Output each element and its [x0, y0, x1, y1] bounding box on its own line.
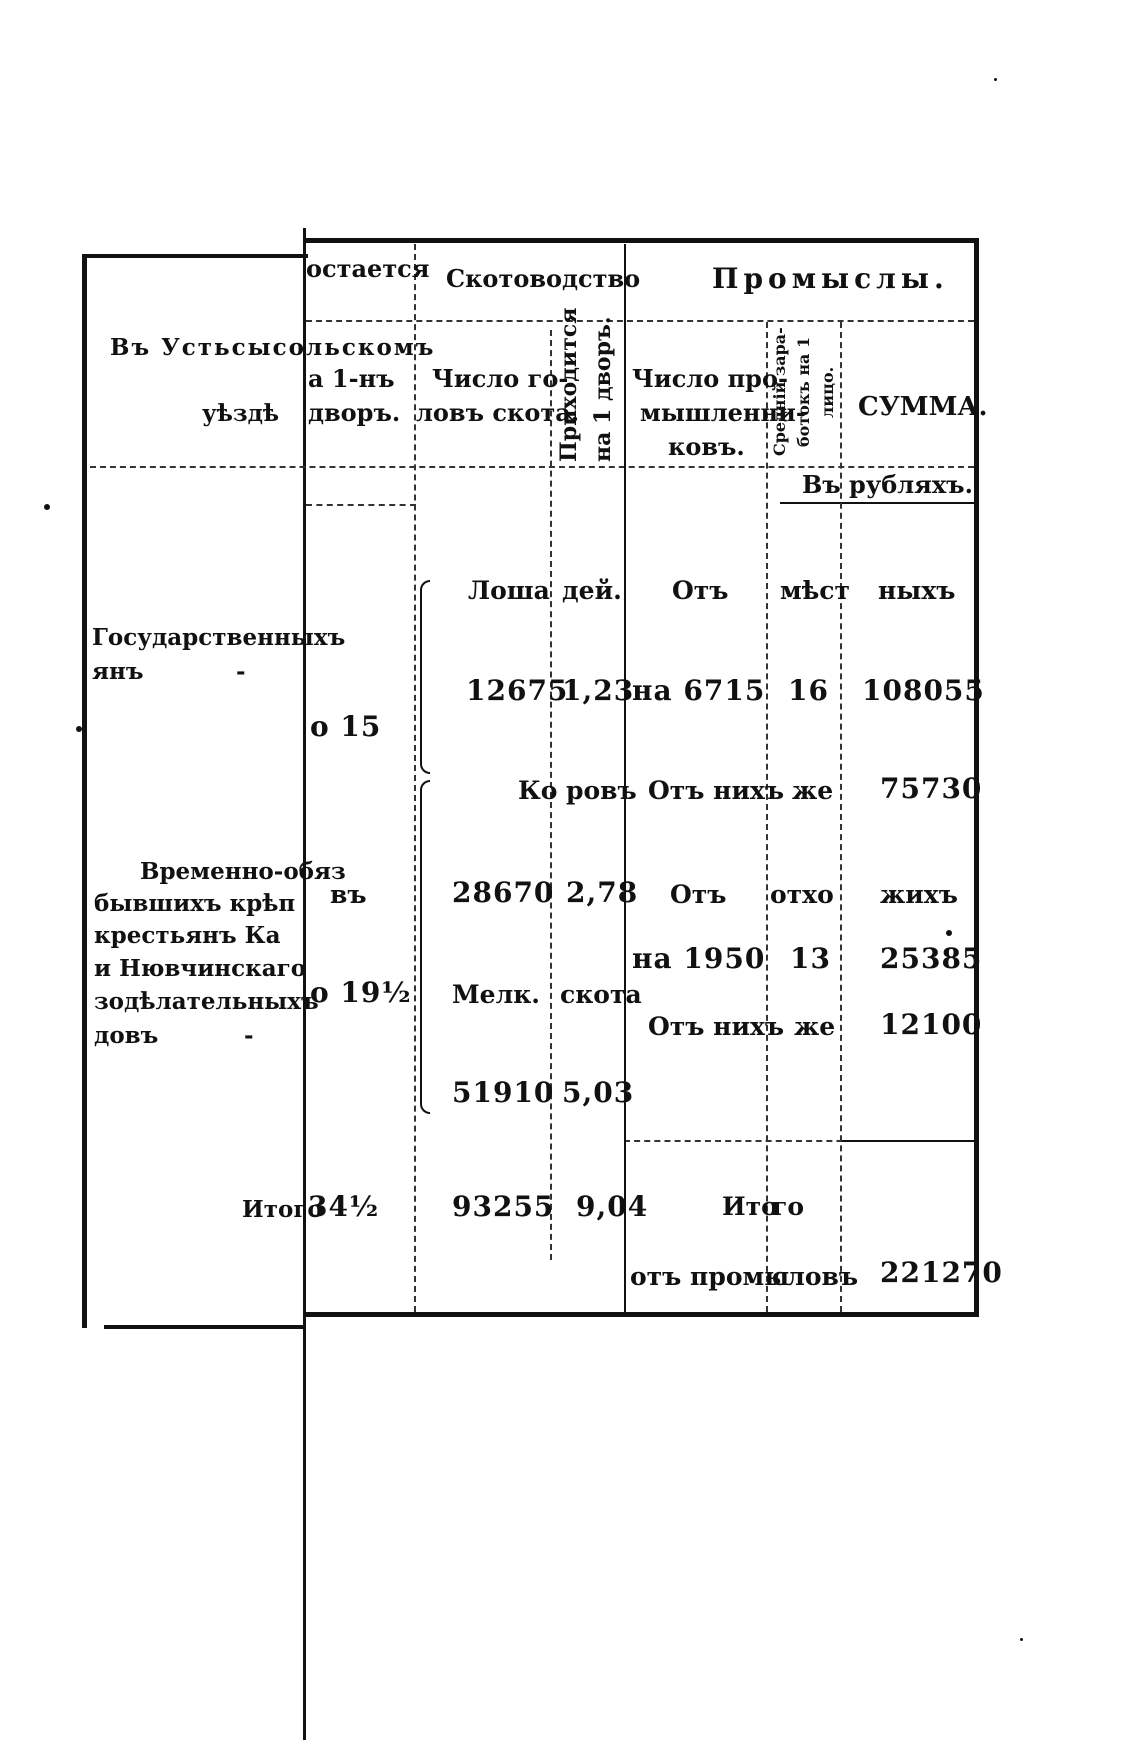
total-itogo-a: Ито [722, 1192, 778, 1221]
r3-sum: 75730 [880, 772, 983, 805]
top-border-right [306, 238, 978, 243]
r5-sum: 25385 [880, 942, 983, 975]
head-count-header-1: Число го- [432, 364, 569, 393]
ostaetsya-header: остается [306, 254, 430, 283]
total-per-yard: 9,04 [576, 1190, 649, 1223]
r5-tradesmen: на 1950 [632, 942, 766, 975]
left-border [82, 254, 87, 1328]
rubles-rule [780, 502, 974, 504]
header-rule-1 [306, 320, 974, 322]
fold-line [303, 228, 306, 1740]
r7-sum: 12100 [880, 1008, 983, 1041]
total-from-b: словъ [772, 1262, 859, 1291]
ink-mark [994, 78, 997, 81]
r6-animal-b: скота [560, 980, 642, 1009]
top-border-left [82, 254, 308, 258]
r8-head: 51910 [452, 1076, 555, 1109]
head-count-header-2: ловъ скота. [416, 398, 580, 427]
ink-mark [1020, 1638, 1023, 1641]
per-yard-vertical-header-1: Приходится [556, 307, 582, 462]
temp-dash: - [244, 1022, 254, 1049]
bottom-border-left [104, 1325, 306, 1329]
district-label-2: уѣздѣ [202, 400, 280, 427]
r2-remain: о 15 [310, 710, 382, 743]
temp-label-6: довъ [94, 1022, 159, 1049]
r4-trade-c: жихъ [880, 880, 958, 909]
sum-total-rule [842, 1140, 974, 1142]
temp-label-1: Временно-обяз [140, 858, 346, 885]
sum-header: СУММА. [858, 392, 988, 422]
r5-avg: 13 [790, 942, 831, 975]
rubles-header: Въ рубляхъ. [802, 470, 973, 499]
temp-label-4: и Нювчинскаго [94, 955, 307, 982]
r6-animal-a: Мелк. [452, 980, 540, 1009]
r3-trade-a: Отъ нихъ [648, 776, 785, 805]
r4-head: 28670 [452, 876, 555, 909]
temp-label-5: зодѣлательныхъ [94, 988, 319, 1015]
trades-header: Промыслы. [712, 262, 949, 295]
total-from-a: отъ промы [630, 1262, 790, 1291]
total-head: 93255 [452, 1190, 555, 1223]
r1-animal-a: Лоша [468, 576, 550, 605]
r4-per-yard: 2,78 [566, 876, 639, 909]
state-label-2: янъ [92, 658, 144, 685]
body-rule-1 [306, 504, 416, 506]
r1-animal-b: дей. [562, 576, 622, 605]
tradesmen-header-3: ковъ. [668, 432, 745, 461]
ink-mark [946, 930, 952, 936]
livestock-header: Скотоводство [446, 264, 641, 293]
r1-trade-a: Отъ [672, 576, 729, 605]
r6-remain: о 19½ [310, 976, 412, 1009]
total-sum: 221270 [880, 1256, 1003, 1289]
temp-label-3: крестьянъ Ка [94, 922, 281, 949]
r8-per-yard: 5,03 [562, 1076, 635, 1109]
state-dash: - [236, 658, 246, 685]
r3-animal-a: Ко [518, 776, 558, 805]
per-yard-header-2: дворъ. [308, 398, 401, 427]
r1-trade-b: мѣст [780, 576, 851, 605]
avg-earn-header-1: Средній зара- [770, 327, 789, 457]
r3-animal-b: ровъ [566, 776, 637, 805]
tradesmen-header-2: мышленни- [640, 398, 806, 427]
tradesmen-header-1: Число про- [632, 364, 788, 393]
r3-trade-b: же [792, 776, 834, 805]
ink-mark [76, 726, 82, 732]
col-sep-3 [766, 322, 768, 1312]
bottom-border-right [306, 1312, 979, 1317]
r2-tradesmen: на 6715 [632, 674, 766, 707]
r7-trade-b: же [794, 1012, 836, 1041]
total-itogo-b: го [772, 1192, 804, 1221]
total-label: Итого [242, 1196, 323, 1223]
avg-earn-header-2: ботокъ на 1 [794, 336, 813, 448]
r4-remain: въ [330, 880, 367, 909]
ink-mark [44, 504, 50, 510]
r4-trade-b: отхо [770, 880, 834, 909]
r2-head: 12675 [466, 674, 569, 707]
district-label-1: Въ Устьсысольскомъ [110, 334, 436, 361]
r2-per-yard: 1,23 [562, 674, 635, 707]
r7-trade-a: Отъ нихъ [648, 1012, 785, 1041]
total-remain: 34½ [308, 1190, 380, 1223]
brace-temp [420, 780, 430, 1114]
r4-trade-a: Отъ [670, 880, 727, 909]
brace-state [420, 580, 430, 774]
r1-trade-c: ныхъ [878, 576, 956, 605]
per-yard-header-1: а 1-нъ [308, 364, 395, 393]
avg-earn-header-3: лицо. [818, 366, 837, 418]
r2-avg: 16 [788, 674, 829, 707]
temp-label-2: бывшихъ крѣп [94, 890, 296, 917]
state-label-1: Государственныхъ [92, 624, 346, 651]
per-yard-vertical-header-2: на 1 дворъ. [590, 316, 616, 462]
r2-sum: 108055 [862, 674, 985, 707]
